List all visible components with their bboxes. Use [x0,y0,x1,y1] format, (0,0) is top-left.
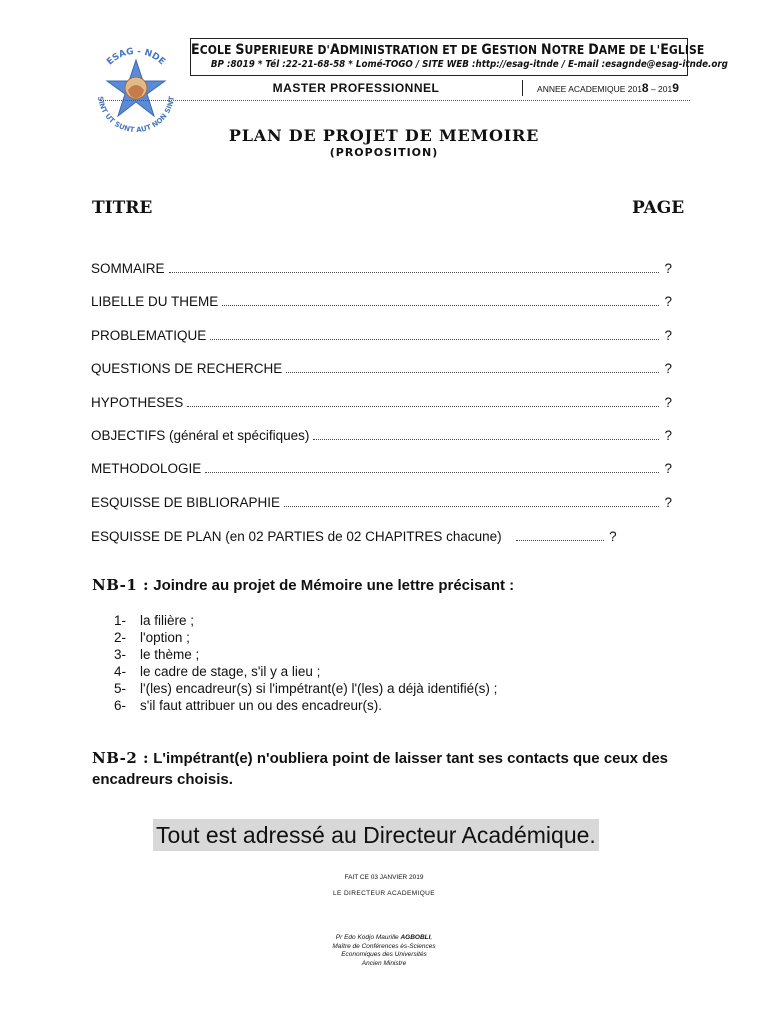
toc-item-label: PROBLEMATIQUE [91,328,207,343]
nb1-list-item: 4- le cadre de stage, s'il y a lieu ; [114,664,321,679]
toc-item-label: HYPOTHESES [91,395,184,410]
toc-item-label: METHODOLOGIE [91,461,202,476]
nb1-tag: NB-1 : [92,576,150,594]
nb1-list-item: 1- la filière ; [114,613,195,628]
toc-item-page: ? [664,428,672,443]
toc-leader-dots [169,272,659,273]
signatory-title-line-1: Maître de Conférences ès-Sciences [332,942,436,950]
toc-leader-dots [313,439,659,440]
toc-item-page: ? [664,294,672,309]
nb1-list [114,612,497,714]
toc-item-page: ? [664,261,672,276]
toc-item-page: ? [664,361,672,376]
toc-leader-dots [210,339,659,340]
nb1-text: Joindre au projet de Mémoire une lettre précisant : [149,577,515,594]
nb2-tag: NB-2 : [92,749,150,767]
toc-item-label: OBJECTIFS (général et spécifiques) [91,428,310,443]
toc-leader-dots [222,305,659,306]
nb1-list-item: 2- l'option ; [114,630,190,645]
program-label: MASTER PROFESSIONNEL [190,80,523,96]
toc-leader-dots [205,472,659,473]
signature-block [0,934,768,968]
signature-role: LE DIRECTEUR ACADEMIQUE [332,890,436,897]
toc-leader-dots [286,372,659,373]
toc-item [91,291,672,309]
school-contacts: BP :8019 * Tél :22-21-68-58 * Lomé-TOGO / SITE WEB :http://esag-itnde / E-mail :esagnde@esag-itnde.org [210,59,728,70]
toc-leader-dots [516,540,604,541]
highlighted-notice: Tout est adressé au Directeur Académique. [153,819,599,851]
signatory-title-line-3: Ancien Ministre [361,959,407,967]
column-header-page: PAGE [632,198,685,218]
toc-item-label: SOMMAIRE [91,261,165,276]
toc-item [91,258,672,276]
toc-item [91,492,672,510]
nb2-paragraph [92,748,692,790]
toc-item [91,425,672,443]
toc-item-page: ? [664,328,672,343]
signature-date: FAIT CE 03 JANVIER 2019 [344,874,424,881]
academic-year: ANNEE ACADEMIQUE 2018 – 2019 [537,81,679,95]
logo-top-text: ESAG - NDE [105,46,167,68]
toc-leader-dots [284,506,659,507]
toc-item-page: ? [664,461,672,476]
toc-item-page: ? [664,495,672,510]
toc-item-label: ESQUISSE DE BIBLIORAPHIE [91,495,281,510]
signatory-title-line-2: Economiques des Universités [341,951,427,958]
column-header-titre: TITRE [92,198,153,218]
nb1-paragraph [92,576,514,594]
header-divider [100,100,690,101]
toc-item-label: ESQUISSE DE PLAN (en 02 PARTIES de 02 CHAPITRES chacune) [91,529,502,544]
nb1-list-item: 5- l'(les) encadreur(s) si l'impétrant(e) l'(les) a déjà identifié(s) ; [114,681,498,696]
toc-item [91,526,672,544]
toc-leader-dots [187,406,659,407]
logo-motto-text: SINT UT SUNT AUT NON SINT [96,95,176,135]
toc-item-label: LIBELLE DU THEME [91,294,219,309]
nb2-text: L'impétrant(e) n'oubliera point de laisser tant ses contacts que ceux des encadreurs choisis. [92,750,669,788]
toc-item [91,325,672,343]
signatory-name: Pr Edo Kodjo Maurille AGBOBLI, [335,934,433,941]
toc-item [91,392,672,410]
toc-item [91,458,672,476]
toc-item-label: QUESTIONS DE RECHERCHE [91,361,283,376]
toc-item-page: ? [609,529,617,544]
nb1-list-item: 3- le thème ; [114,647,200,662]
document-title: PLAN DE PROJET DE MEMOIRE [228,126,540,145]
nb1-list-item: 6- s'il faut attribuer un ou des encadreur(s). [114,698,382,713]
toc-item-page: ? [664,395,672,410]
document-subtitle: (PROPOSITION) [329,146,439,159]
school-name: ECOLE SUPERIEURE D'ADMINISTRATION ET DE GESTION NOTRE DAME DE L'EGLISE [191,42,705,58]
school-header-box [190,38,728,76]
toc-item [91,358,672,376]
